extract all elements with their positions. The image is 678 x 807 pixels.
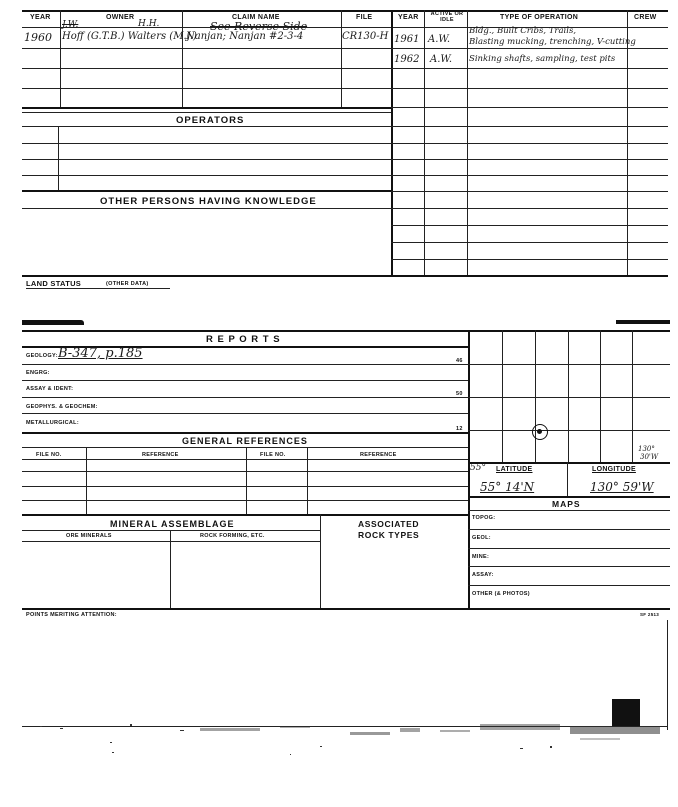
operation-year-2: 1962 [394, 54, 420, 65]
owner-names: Hoff (G.T.B.) Walters (M.J.) [62, 31, 197, 42]
land-status-sub: (OTHER DATA) [106, 281, 149, 287]
operation-type-1b: Blasting mucking, trenching, V-cutting [469, 37, 636, 47]
mineral-assemblage-title: MINERAL ASSEMBLAGE [110, 519, 235, 529]
geophys-label: GEOPHYS. & GEOCHEM: [26, 404, 98, 410]
operation-status-1: A.W. [428, 34, 451, 45]
header-owner: OWNER [106, 14, 135, 21]
geology-num: 46 [456, 358, 463, 364]
header-year: YEAR [30, 14, 51, 21]
reports-title: R E P O R T S [206, 334, 281, 345]
ref-reference-2: REFERENCE [360, 452, 397, 458]
maps-mine: MINE: [472, 554, 490, 560]
operators-title: OPERATORS [176, 115, 245, 126]
tab-mark-left [22, 320, 84, 325]
corner-lon-1: 130° [638, 445, 655, 453]
general-references-title: GENERAL REFERENCES [182, 436, 308, 446]
operation-year-1: 1961 [394, 34, 420, 45]
claim-note-reverse-side: See Reverse Side [210, 20, 308, 33]
assay-label: ASSAY & IDENT: [26, 386, 74, 392]
latitude-prefix: 55° [470, 463, 486, 473]
ore-minerals-label: ORE MINERALS [66, 533, 112, 539]
operation-type-1a: Bldg., Built Cribs, Trails, [469, 26, 577, 36]
ref-file-no-1: FILE NO. [36, 452, 62, 458]
file-number: CR130-H [342, 31, 389, 42]
tab-mark-right [616, 320, 670, 324]
metallurgical-num: 12 [456, 426, 463, 432]
geology-label: GEOLOGY: [26, 353, 58, 359]
header-year-2: YEAR [398, 14, 419, 21]
location-marker-dot [537, 429, 542, 434]
corner-lon-2: 30'W [640, 453, 659, 461]
operation-status-2: A.W. [430, 54, 453, 65]
claim-names: Nanjan; Nanjan #2-3-4 [186, 31, 304, 42]
scan-noise [20, 718, 670, 758]
ref-reference-1: REFERENCE [142, 452, 179, 458]
header-file: FILE [356, 14, 373, 21]
latitude-value: 55° 14'N [480, 480, 535, 494]
header-claim-name: CLAIM NAME [232, 14, 280, 21]
header-active-or-idle: ACTIVE OR IDLE [430, 11, 464, 23]
maps-title: MAPS [552, 499, 581, 509]
latitude-label: LATITUDE [496, 466, 533, 473]
header-crew: CREW [634, 14, 657, 21]
points-meriting-attention: POINTS MERITING ATTENTION: [26, 612, 117, 618]
maps-assay: ASSAY: [472, 572, 494, 578]
other-persons-title: OTHER PERSONS HAVING KNOWLEDGE [100, 196, 317, 207]
owner-initials: H.H. [138, 19, 160, 29]
header-type-of-operation: TYPE OF OPERATION [500, 14, 579, 21]
engrg-label: ENGRG: [26, 370, 50, 376]
owner-year: 1960 [24, 31, 52, 44]
associated-label-1: ASSOCIATED [358, 519, 420, 529]
assay-num: 50 [456, 391, 463, 397]
owner-initials-struck: J.W. [62, 20, 79, 30]
land-status-label: LAND STATUS [26, 279, 82, 288]
maps-other: OTHER (& PHOTOS) [472, 591, 530, 597]
operation-type-2: Sinking shafts, sampling, test pits [469, 54, 616, 64]
rock-forming-label: ROCK FORMING, ETC. [200, 533, 265, 539]
ref-file-no-2: FILE NO. [260, 452, 286, 458]
maps-topog: TOPOG: [472, 515, 496, 521]
geology-value: B-347, p.185 [58, 346, 143, 361]
form-number: SF 2513 [640, 612, 660, 617]
longitude-value: 130° 59'W [590, 480, 654, 494]
associated-label-2: ROCK TYPES [358, 530, 420, 540]
metallurgical-label: METALLURGICAL: [26, 420, 79, 426]
longitude-label: LONGITUDE [592, 466, 636, 473]
maps-geol: GEOL: [472, 535, 491, 541]
